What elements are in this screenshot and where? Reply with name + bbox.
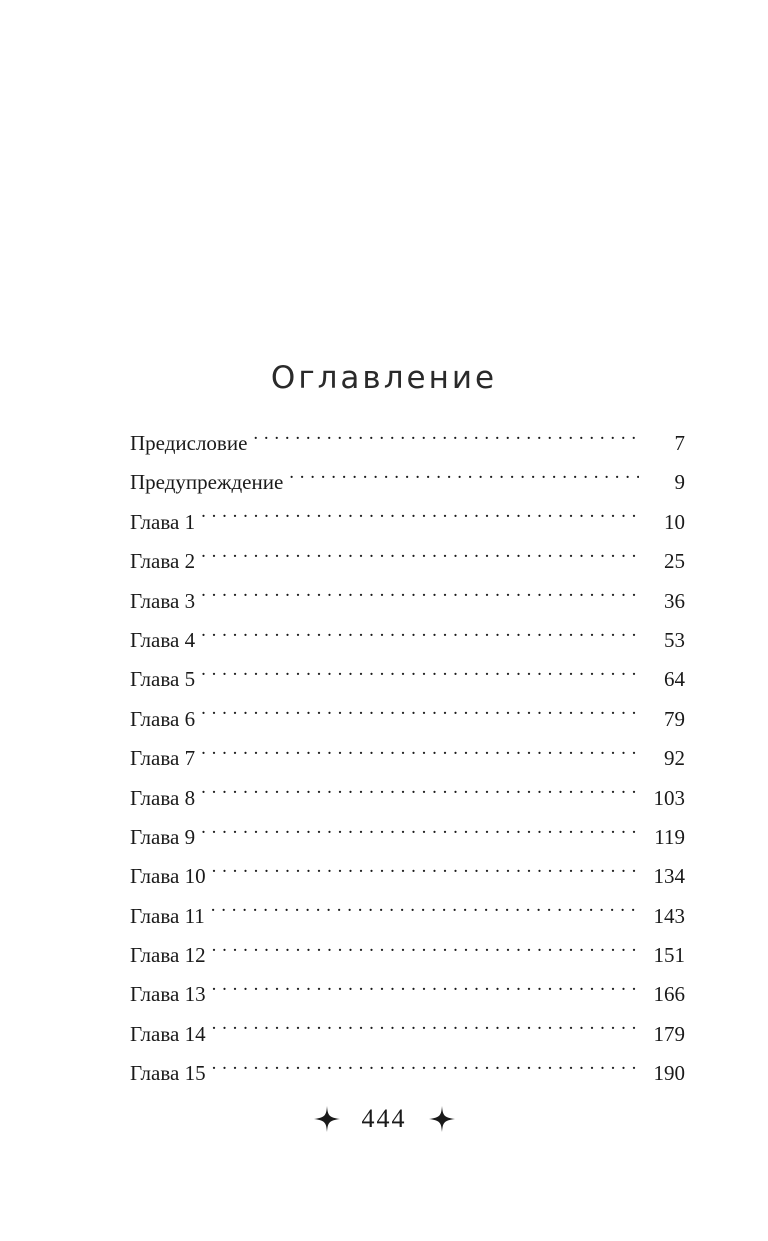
dot-leader: [211, 903, 639, 923]
dot-leader: [201, 785, 639, 805]
toc-entry-label: Глава 5: [130, 667, 196, 692]
toc-entry-label: Глава 6: [130, 706, 196, 731]
toc-entry: [130, 779, 685, 818]
toc-entry-label: Глава 8: [130, 785, 196, 810]
toc-entry: [130, 975, 685, 1014]
toc-entry-page: 134: [653, 864, 685, 889]
toc-entry: [130, 1015, 685, 1054]
dot-leader: [212, 863, 639, 883]
toc-entry-label: Глава 3: [130, 588, 196, 613]
toc-entry-page: 103: [653, 785, 685, 810]
dot-leader: [201, 706, 639, 726]
dot-leader: [201, 745, 639, 765]
page-number: 444: [361, 1104, 407, 1133]
toc-entry-page: 143: [653, 903, 685, 928]
toc-entry: [130, 700, 685, 739]
toc-entry-label: Глава 13: [130, 982, 206, 1007]
dot-leader: [201, 824, 639, 844]
toc-entry-label: Глава 1: [130, 509, 196, 534]
toc-entry: [130, 897, 685, 936]
toc-entry: [130, 818, 685, 857]
toc-entry-label: Глава 14: [130, 1021, 206, 1046]
dot-leader: [212, 1060, 639, 1080]
toc-entry-page: 190: [653, 1061, 685, 1086]
dot-leader: [201, 548, 639, 568]
dot-leader: [253, 430, 639, 450]
toc-entry: [130, 660, 685, 699]
toc-entry-label: Глава 15: [130, 1061, 206, 1086]
toc-entry-label: Глава 7: [130, 746, 196, 771]
toc-entry-page: 10: [664, 509, 685, 534]
toc-entry: [130, 542, 685, 581]
toc-entry-page: 36: [664, 588, 685, 613]
page-title: Оглавление: [270, 360, 498, 396]
toc-entry: [130, 621, 685, 660]
table-of-contents: [130, 424, 685, 1094]
toc-entry-page: 64: [664, 667, 685, 692]
toc-entry: [130, 739, 685, 778]
toc-entry-page: 179: [653, 1021, 685, 1046]
toc-entry-page: 166: [653, 982, 685, 1007]
toc-entry-label: Глава 10: [130, 864, 206, 889]
four-point-star-icon: [312, 1104, 342, 1134]
toc-entry-label: Предупреждение: [130, 470, 284, 495]
toc-entry-label: Глава 9: [130, 824, 196, 849]
toc-entry-page: 25: [664, 549, 685, 574]
toc-entry: [130, 424, 685, 463]
dot-leader: [201, 588, 639, 608]
toc-entry-page: 53: [664, 627, 685, 652]
dot-leader: [212, 1021, 639, 1041]
dot-leader: [212, 942, 639, 962]
toc-entry-label: Предисловие: [130, 431, 248, 455]
dot-leader: [201, 509, 639, 529]
toc-entry-page: 7: [674, 431, 685, 455]
toc-entry-page: 92: [664, 746, 685, 771]
toc-entry-label: Глава 12: [130, 943, 206, 968]
toc-entry-page: 119: [654, 824, 685, 849]
page-folio: [0, 1104, 768, 1134]
toc-entry: [130, 503, 685, 542]
dot-leader: [201, 666, 639, 686]
four-point-star-icon: [427, 1104, 457, 1134]
toc-entry: [130, 1054, 685, 1093]
dot-leader: [201, 627, 639, 647]
dot-leader: [212, 981, 639, 1001]
toc-entry: [130, 857, 685, 896]
toc-entry: [130, 463, 685, 502]
toc-entry-label: Глава 4: [130, 627, 196, 652]
toc-entry-label: Глава 2: [130, 549, 196, 574]
dot-leader: [289, 469, 639, 489]
toc-entry-page: 79: [664, 706, 685, 731]
toc-entry-page: 151: [653, 943, 685, 968]
toc-entry-label: Глава 11: [130, 903, 205, 928]
toc-entry-page: 9: [674, 470, 685, 495]
toc-entry: [130, 936, 685, 975]
toc-entry: [130, 582, 685, 621]
